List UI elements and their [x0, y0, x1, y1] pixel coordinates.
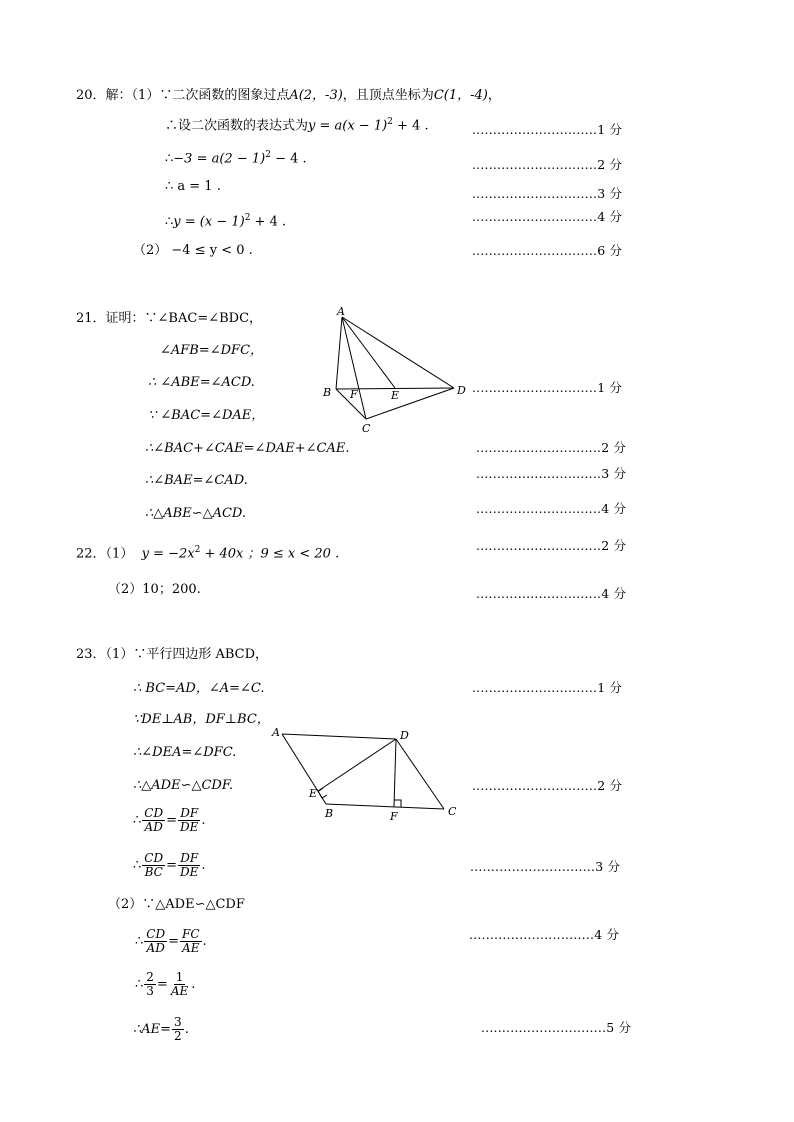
- p23-frac4b: $\frac{1}{AE}$: [170, 970, 189, 998]
- p23-frac2b: $\frac{DF}{DE}$: [180, 851, 199, 879]
- p21-score-1: ..............................1 分: [472, 380, 623, 395]
- p23-line7: ∴ $\frac{CD}{BC}$ = $\frac{DF}{DE}$ .: [133, 851, 206, 879]
- p21-score-3: ..............................3 分: [476, 466, 627, 481]
- p20-score-1: ..............................1 分: [472, 122, 623, 137]
- p20-l2-tail: + 4 .: [392, 118, 429, 134]
- p20-line6: [133, 243, 253, 259]
- p20-l4: ∴ a = 1 .: [165, 179, 221, 194]
- p23-line5: ∴△ADE∽△CDF.: [133, 778, 233, 793]
- p23-line9: ∴ $\frac{CD}{AD}$ = $\frac{FC}{AE}$ .: [135, 927, 207, 955]
- p20-line5: [165, 210, 286, 230]
- p21-line4: ∵ ∠BAC=∠DAE，: [148, 408, 265, 423]
- p23-line1: 23．（1）∵平行四边形 ABCD，: [76, 647, 268, 662]
- p20-point-a: A(2，-3): [289, 88, 343, 103]
- p21-score-2: ..............................2 分: [476, 440, 627, 455]
- p23-score-5: ..............................5 分: [481, 1020, 632, 1035]
- p23-seg-df: [394, 739, 396, 807]
- p23-frac5: $\frac{3}{2}$: [174, 1015, 182, 1043]
- p20-l5-expr: y = (x − 1): [173, 214, 245, 230]
- p21-line5: ∴∠BAC+∠CAE=∠DAE+∠CAE.: [145, 441, 350, 456]
- p23-label-e: E: [309, 787, 318, 800]
- p21-label-f: F: [350, 388, 358, 401]
- p20-line3: [165, 147, 307, 167]
- p20-l2-prefix: ∴设二次函数的表达式为: [165, 118, 309, 134]
- p20-l1-mid: ，且顶点坐标为: [342, 88, 434, 103]
- p23-line11: ∴AE= $\frac{3}{2}$ .: [133, 1015, 189, 1043]
- p21-line3: ∴ ∠ABE=∠ACD.: [148, 375, 255, 390]
- p20-score-3: ..............................3 分: [472, 186, 623, 201]
- p23-label-a: A: [272, 726, 280, 739]
- p23-line6: ∴ $\frac{CD}{AD}$ = $\frac{DF}{DE}$ .: [133, 806, 206, 834]
- p20-l3-expr: −3 = a(2 − 1): [173, 151, 266, 167]
- p23-score-2: ..............................2 分: [472, 778, 623, 793]
- p23-line3: ∵DE⊥AB，DF⊥BC，: [133, 712, 270, 727]
- p21-line6: ∴∠BAE=∠CAD.: [145, 473, 248, 488]
- p23-seg-ad: [282, 734, 396, 739]
- p23-label-d: D: [400, 729, 409, 742]
- p20-l3-sup: 2: [265, 150, 271, 160]
- p23-frac4a: $\frac{2}{3}$: [146, 970, 154, 998]
- p23-label-b: B: [325, 807, 334, 820]
- p20-l6: （2） −4 ≤ y < 0 .: [133, 243, 253, 258]
- p20-point-c: C(1，-4): [433, 88, 488, 103]
- p20-l1-prefix: 20．解：（1）∵二次函数的图象过点: [76, 88, 290, 103]
- p20-score-4: ..............................4 分: [472, 209, 623, 224]
- p23-figure: [268, 725, 468, 825]
- p20-l2-sup: 2: [387, 117, 393, 127]
- p23-frac1a: $\frac{CD}{AD}$: [144, 806, 164, 834]
- p23-seg-dc: [396, 739, 444, 809]
- p20-score-2: ..............................2 分: [472, 157, 623, 172]
- p23-score-4: ..............................4 分: [469, 927, 620, 942]
- p21-label-a: A: [337, 305, 345, 318]
- p21-label-d: D: [457, 384, 466, 397]
- p20-line4: [165, 179, 221, 195]
- p21-figure: [320, 305, 470, 435]
- p22-score-4: ..............................4 分: [476, 586, 627, 601]
- p21-seg-ab: [336, 317, 342, 389]
- p21-label-e: E: [391, 389, 400, 402]
- p20-l1-end: ，: [487, 88, 501, 103]
- p23-line8: （2）∵△ADE∽△CDF: [108, 897, 245, 912]
- p23-score-1: ..............................1 分: [472, 680, 623, 695]
- p20-l3-prefix: ∴: [165, 151, 174, 167]
- p23-line10: ∴ $\frac{2}{3}$ = $\frac{1}{AE}$ .: [135, 970, 196, 998]
- p23-seg-bc: [326, 804, 444, 809]
- p23-right-angle-e2: [318, 791, 327, 798]
- p20-l5-sup: 2: [244, 213, 251, 223]
- p21-seg-ad: [342, 317, 454, 388]
- p23-line4: ∴∠DEA=∠DFC.: [133, 745, 237, 760]
- p20-l5-prefix: ∴: [165, 214, 174, 230]
- p21-label-c: C: [362, 422, 371, 435]
- p21-line2: ∠AFB=∠DFC，: [160, 343, 264, 358]
- p21-seg-cd: [366, 388, 454, 419]
- p20-l3-tail: − 4 .: [270, 151, 307, 167]
- p21-label-b: B: [323, 386, 332, 399]
- p20-l2-expr: y = a(x − 1): [308, 118, 388, 134]
- p23-seg-de: [318, 739, 396, 791]
- p22-line1: 22．（1） $y = -2x^2 + 40x$ ；9 ≤ x < 20 .: [76, 545, 340, 562]
- p23-right-angle-f: [394, 800, 401, 807]
- p20-score-6: ..............................6 分: [472, 243, 623, 258]
- p20-line2: [165, 114, 429, 134]
- p23-line2: ∴ BC=AD，∠A=∠C.: [133, 681, 265, 696]
- p20-line1: [76, 88, 501, 104]
- p23-label-c: C: [448, 805, 457, 818]
- p23-frac3a: $\frac{CD}{AD}$: [146, 927, 166, 955]
- p22-score-2: ..............................2 分: [476, 538, 627, 553]
- p23-label-f: F: [390, 810, 398, 823]
- p23-frac3b: $\frac{FC}{AE}$: [182, 927, 200, 955]
- p20-l5-tail: + 4 .: [250, 214, 287, 230]
- p23-frac1b: $\frac{DF}{DE}$: [180, 806, 199, 834]
- p21-line1: 21．证明：∵∠BAC=∠BDC，: [76, 311, 263, 326]
- p21-score-4: ..............................4 分: [476, 501, 627, 516]
- p21-line7: ∴△ABE∽△ACD.: [145, 506, 247, 521]
- p23-score-3: ..............................3 分: [470, 859, 621, 874]
- p22-line2: （2）10；200.: [108, 582, 201, 597]
- p23-frac2a: $\frac{CD}{BC}$: [144, 851, 164, 879]
